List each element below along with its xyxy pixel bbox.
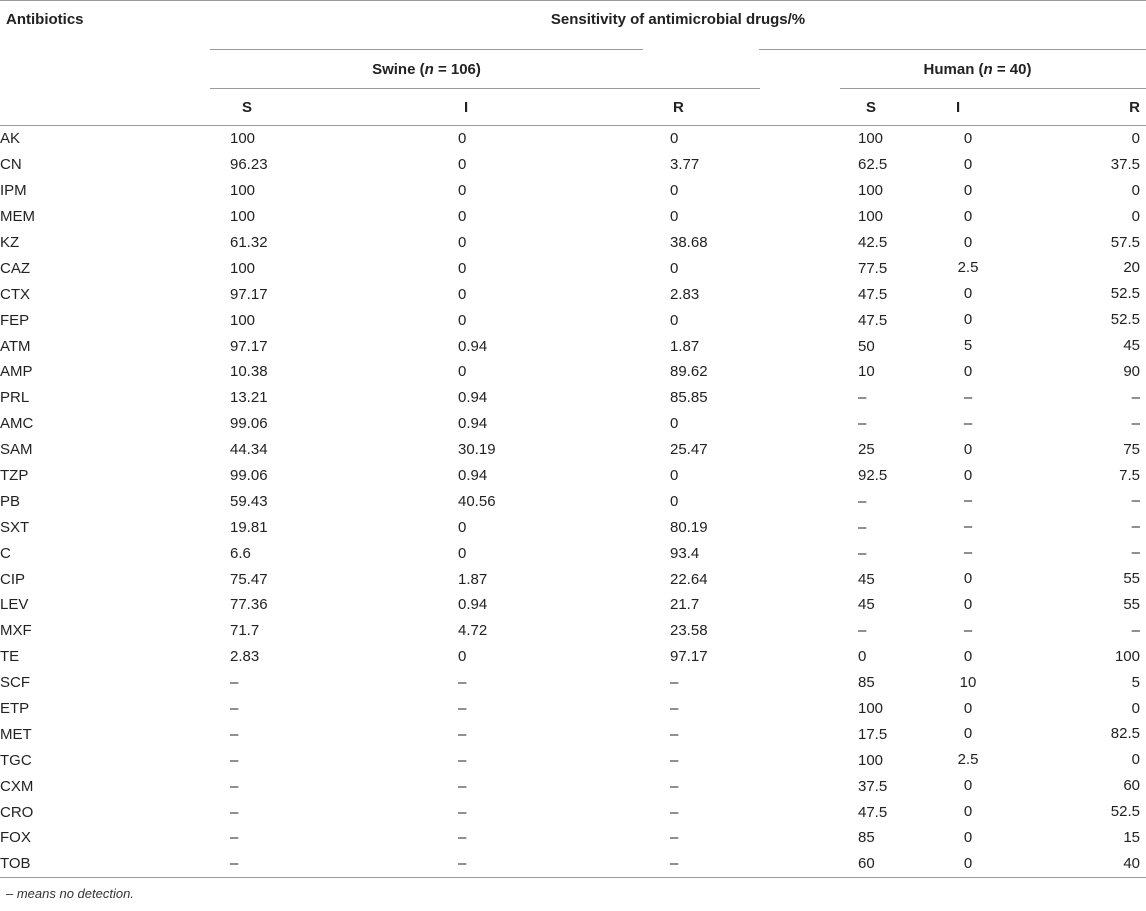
cell-swine-r: –: [670, 829, 679, 847]
cell-antibiotic: SCF: [0, 674, 30, 692]
cell-antibiotic: PRL: [0, 389, 30, 407]
table-row: [0, 178, 1146, 204]
cell-antibiotic: TE: [0, 648, 20, 666]
cell-swine-s: 10.38: [230, 363, 268, 381]
cell-human-s: 77.5: [858, 259, 888, 277]
cell-swine-i: 0.94: [458, 596, 488, 614]
cell-human-i: 0: [963, 829, 973, 847]
cell-swine-i: 30.19: [458, 441, 496, 459]
data-table: [0, 88, 1146, 877]
cell-human-i: 0: [963, 777, 973, 795]
cell-swine-r: 0: [670, 259, 679, 277]
cell-human-i: 0: [963, 596, 973, 614]
cell-human-i: –: [963, 414, 973, 432]
cell-swine-r: –: [670, 751, 679, 769]
cell-swine-s: 96.23: [230, 156, 268, 174]
table-row: [0, 411, 1146, 437]
cell-human-r: 90: [1123, 363, 1140, 381]
cell-swine-s: 2.83: [230, 648, 260, 666]
cell-human-r: 0: [1131, 699, 1140, 717]
header-human-i: I: [956, 98, 961, 116]
cell-swine-r: 89.62: [670, 363, 708, 381]
cell-human-i: –: [963, 492, 973, 510]
table-row: [0, 126, 1146, 152]
header-swine-s: S: [210, 89, 440, 126]
cell-human-i: 2.5: [957, 751, 979, 769]
cell-human-s: 100: [858, 130, 884, 148]
cell-human-s: 100: [858, 751, 884, 769]
cell-swine-r: 3.77: [670, 156, 700, 174]
cell-antibiotic: MXF: [0, 622, 32, 640]
table-body: [0, 126, 1146, 877]
cell-human-r: 45: [1123, 337, 1140, 355]
cell-swine-s: 100: [230, 259, 256, 277]
cell-human-r: –: [1131, 388, 1140, 406]
cell-swine-r: –: [670, 855, 679, 873]
table-row: [0, 333, 1146, 359]
cell-human-s: 42.5: [858, 234, 888, 251]
cell-human-r: 52.5: [1110, 803, 1140, 821]
cell-human-s: 47.5: [858, 311, 888, 329]
table-row: [0, 670, 1146, 696]
cell-human-i: –: [963, 544, 973, 562]
cell-swine-s: –: [230, 725, 239, 743]
cell-antibiotic: PB: [0, 492, 21, 510]
cell-human-r: 40: [1123, 854, 1140, 872]
cell-antibiotic: TZP: [0, 467, 29, 485]
cell-swine-s: 100: [230, 208, 256, 226]
cell-human-i: 0: [963, 155, 973, 173]
cell-swine-i: 0.94: [458, 337, 488, 355]
cell-swine-r: –: [670, 777, 679, 795]
table-row: [0, 618, 1146, 644]
cell-antibiotic: TOB: [0, 855, 31, 873]
cell-antibiotic: TGC: [0, 751, 32, 769]
cell-swine-s: 44.34: [230, 441, 268, 459]
cell-human-s: 100: [858, 182, 884, 200]
cell-human-r: 15: [1123, 829, 1140, 847]
header-antibiotics: Antibiotics: [6, 11, 84, 28]
cell-human-r: 55: [1123, 570, 1140, 588]
table-row: [0, 799, 1146, 825]
cell-human-s: 85: [858, 674, 875, 692]
cell-antibiotic: SXT: [0, 518, 30, 536]
cell-human-i: –: [963, 621, 973, 639]
cell-human-i: 2.5: [957, 259, 979, 277]
table-row: [0, 721, 1146, 747]
cell-antibiotic: SAM: [0, 441, 33, 459]
table-row: [0, 385, 1146, 411]
cell-swine-s: 6.6: [230, 544, 251, 562]
cell-antibiotic: CRO: [0, 803, 34, 821]
cell-swine-r: –: [670, 725, 679, 743]
cell-human-i: 0: [963, 233, 973, 251]
cell-swine-i: 40.56: [458, 492, 496, 510]
table-row: [0, 230, 1146, 256]
antimicrobial-sensitivity-table: [0, 0, 1146, 88]
cell-swine-i: 0: [458, 234, 467, 251]
header-sensitivity: Sensitivity of antimicrobial drugs/%: [550, 11, 806, 28]
table-row: [0, 825, 1146, 851]
table-row: [0, 566, 1146, 592]
cell-human-r: 55: [1123, 596, 1140, 614]
cell-human-s: –: [858, 622, 867, 640]
cell-swine-r: 0: [670, 415, 679, 433]
cell-swine-s: –: [230, 700, 239, 718]
header-swine-r: R: [670, 89, 760, 126]
cell-swine-i: –: [458, 751, 467, 769]
cell-antibiotic: MEM: [0, 208, 35, 226]
cell-human-s: 25: [858, 441, 875, 459]
cell-swine-i: 0: [458, 544, 467, 562]
cell-swine-r: 0: [670, 311, 679, 329]
cell-human-i: 0: [963, 181, 973, 199]
cell-human-r: 60: [1123, 777, 1140, 795]
cell-human-i: 0: [963, 207, 973, 225]
cell-swine-r: 25.47: [670, 441, 708, 459]
cell-human-i: 0: [963, 440, 973, 458]
cell-human-s: 60: [858, 855, 875, 873]
cell-human-i: 0: [963, 803, 973, 821]
cell-human-r: –: [1131, 518, 1140, 536]
cell-human-r: 0: [1131, 207, 1140, 225]
table-row: [0, 644, 1146, 670]
cell-human-i: 0: [963, 466, 973, 484]
cell-swine-r: 93.4: [670, 544, 700, 562]
cell-swine-i: 0: [458, 259, 467, 277]
cell-swine-s: –: [230, 674, 239, 692]
header-swine-group: Swine (n = 106): [210, 50, 643, 89]
cell-swine-r: 0: [670, 208, 679, 226]
cell-swine-r: 0: [670, 182, 679, 200]
cell-human-s: –: [858, 415, 867, 433]
table-row: [0, 437, 1146, 463]
cell-swine-s: 13.21: [230, 389, 268, 407]
cell-swine-i: 0.94: [458, 467, 488, 485]
cell-human-s: 85: [858, 829, 875, 847]
table-row: [0, 851, 1146, 877]
cell-human-r: 0: [1131, 130, 1140, 147]
cell-human-r: 0: [1131, 181, 1140, 199]
cell-antibiotic: LEV: [0, 596, 29, 614]
cell-swine-i: –: [458, 777, 467, 795]
cell-swine-s: 100: [230, 182, 256, 200]
cell-swine-r: 2.83: [670, 285, 700, 303]
cell-human-r: –: [1131, 414, 1140, 432]
cell-swine-s: 59.43: [230, 492, 268, 510]
cell-antibiotic: FOX: [0, 829, 31, 847]
cell-swine-i: 0: [458, 518, 467, 536]
cell-swine-r: –: [670, 803, 679, 821]
cell-human-r: 82.5: [1110, 725, 1140, 743]
cell-antibiotic: AK: [0, 130, 21, 148]
cell-human-i: 0: [963, 285, 973, 303]
cell-swine-i: 0: [458, 156, 467, 174]
cell-swine-i: 4.72: [458, 622, 488, 640]
cell-swine-r: –: [670, 700, 679, 718]
cell-swine-r: 97.17: [670, 648, 708, 666]
cell-human-r: 52.5: [1110, 311, 1140, 329]
cell-human-s: 100: [858, 208, 884, 226]
cell-swine-s: –: [230, 803, 239, 821]
cell-swine-r: 1.87: [670, 337, 700, 355]
footnote: – means no detection.: [6, 885, 134, 901]
cell-human-r: 7.5: [1119, 466, 1140, 484]
cell-human-i: 0: [963, 570, 973, 588]
cell-human-r: –: [1131, 621, 1140, 639]
cell-human-r: 20: [1123, 259, 1140, 277]
table-row: [0, 747, 1146, 773]
cell-antibiotic: CIP: [0, 570, 26, 588]
cell-swine-s: –: [230, 855, 239, 873]
cell-human-s: 62.5: [858, 156, 888, 174]
cell-human-r: –: [1131, 492, 1140, 510]
cell-antibiotic: CAZ: [0, 259, 30, 277]
cell-human-s: –: [858, 492, 867, 510]
cell-swine-i: 0: [458, 311, 467, 329]
cell-human-s: –: [858, 544, 867, 562]
cell-antibiotic: C: [0, 544, 11, 562]
cell-human-r: 52.5: [1110, 285, 1140, 303]
cell-antibiotic: MET: [0, 725, 32, 743]
cell-swine-s: –: [230, 751, 239, 769]
table-row: [0, 696, 1146, 722]
table-row: [0, 359, 1146, 385]
cell-human-i: 10: [959, 673, 977, 691]
table-row: [0, 592, 1146, 618]
cell-swine-i: –: [458, 829, 467, 847]
cell-human-s: 92.5: [858, 467, 888, 485]
table-row: [0, 281, 1146, 307]
cell-human-s: 47.5: [858, 803, 888, 821]
cell-human-i: 0: [963, 363, 973, 381]
cell-swine-i: –: [458, 855, 467, 873]
cell-antibiotic: FEP: [0, 311, 30, 329]
cell-human-s: 17.5: [858, 725, 888, 743]
cell-swine-r: 23.58: [670, 622, 708, 640]
cell-human-i: –: [963, 388, 973, 406]
cell-human-s: 45: [858, 596, 875, 614]
cell-swine-s: 61.32: [230, 234, 268, 251]
cell-swine-i: –: [458, 700, 467, 718]
cell-swine-r: 80.19: [670, 518, 708, 536]
table-row: [0, 514, 1146, 540]
cell-swine-r: 85.85: [670, 389, 708, 407]
cell-human-r: –: [1131, 544, 1140, 562]
cell-swine-r: 0: [670, 130, 679, 148]
cell-swine-i: 0: [458, 363, 467, 381]
header-swine-i: I: [440, 89, 670, 126]
cell-human-i: 0: [963, 725, 973, 743]
cell-swine-s: 97.17: [230, 337, 268, 355]
cell-swine-r: 0: [670, 492, 679, 510]
table-row: [0, 152, 1146, 178]
cell-antibiotic: ETP: [0, 700, 30, 718]
cell-antibiotic: ATM: [0, 337, 31, 355]
cell-human-i: 0: [963, 699, 973, 717]
cell-swine-i: –: [458, 725, 467, 743]
header-human-group: Human (n = 40): [759, 50, 1146, 89]
cell-human-s: 37.5: [858, 777, 888, 795]
cell-swine-i: 0: [458, 208, 467, 226]
cell-human-s: 100: [858, 700, 884, 718]
table-row: [0, 463, 1146, 489]
cell-antibiotic: CXM: [0, 777, 34, 795]
cell-swine-s: 97.17: [230, 285, 268, 303]
cell-human-i: 0: [963, 854, 973, 872]
cell-human-i: –: [963, 518, 973, 536]
table-row: [0, 773, 1146, 799]
cell-human-r: 5: [1131, 673, 1140, 691]
cell-human-s: 45: [858, 570, 875, 588]
cell-swine-r: 21.7: [670, 596, 700, 614]
cell-antibiotic: AMP: [0, 363, 33, 381]
cell-swine-s: 100: [230, 311, 256, 329]
cell-swine-i: 0.94: [458, 389, 488, 407]
cell-antibiotic: KZ: [0, 234, 20, 251]
cell-swine-s: 75.47: [230, 570, 268, 588]
cell-human-i: 0: [963, 647, 973, 665]
cell-human-r: 75: [1123, 440, 1140, 458]
cell-swine-i: 0: [458, 648, 467, 666]
cell-antibiotic: CTX: [0, 285, 30, 303]
cell-swine-i: 0: [458, 182, 467, 200]
cell-human-s: –: [858, 518, 867, 536]
cell-antibiotic: AMC: [0, 415, 34, 433]
cell-swine-s: 99.06: [230, 415, 268, 433]
table-row: [0, 540, 1146, 566]
header-human-s: S: [840, 89, 1010, 126]
table-row: [0, 307, 1146, 333]
cell-human-i: 5: [963, 337, 973, 355]
cell-swine-s: 77.36: [230, 596, 268, 614]
header-human-r: I R: [1010, 89, 1146, 126]
cell-human-r: 100: [1114, 647, 1140, 665]
cell-swine-i: 0: [458, 130, 467, 148]
cell-swine-s: 71.7: [230, 622, 260, 640]
cell-human-s: 10: [858, 363, 875, 381]
cell-swine-r: –: [670, 674, 679, 692]
cell-human-i: 0: [963, 311, 973, 329]
cell-swine-s: 99.06: [230, 467, 268, 485]
cell-swine-i: 1.87: [458, 570, 488, 588]
cell-swine-r: 38.68: [670, 234, 708, 251]
table-row: [0, 204, 1146, 230]
cell-swine-s: 100: [230, 130, 256, 148]
cell-human-s: –: [858, 389, 867, 407]
cell-swine-r: 22.64: [670, 570, 708, 588]
table-row: [0, 255, 1146, 281]
cell-human-r: 37.5: [1110, 155, 1140, 173]
cell-swine-s: –: [230, 777, 239, 795]
cell-swine-r: 0: [670, 467, 679, 485]
cell-human-s: 47.5: [858, 285, 888, 303]
table-row: [0, 488, 1146, 514]
cell-swine-s: 19.81: [230, 518, 268, 536]
cell-human-s: 0: [858, 648, 867, 666]
cell-human-i: 0: [963, 130, 973, 147]
cell-swine-i: –: [458, 674, 467, 692]
cell-human-r: 0: [1131, 751, 1140, 769]
cell-swine-i: 0.94: [458, 415, 488, 433]
cell-human-s: 50: [858, 337, 875, 355]
cell-swine-i: –: [458, 803, 467, 821]
cell-antibiotic: CN: [0, 156, 22, 174]
cell-swine-i: 0: [458, 285, 467, 303]
cell-swine-s: –: [230, 829, 239, 847]
cell-antibiotic: IPM: [0, 182, 27, 200]
cell-human-r: 57.5: [1110, 233, 1140, 251]
